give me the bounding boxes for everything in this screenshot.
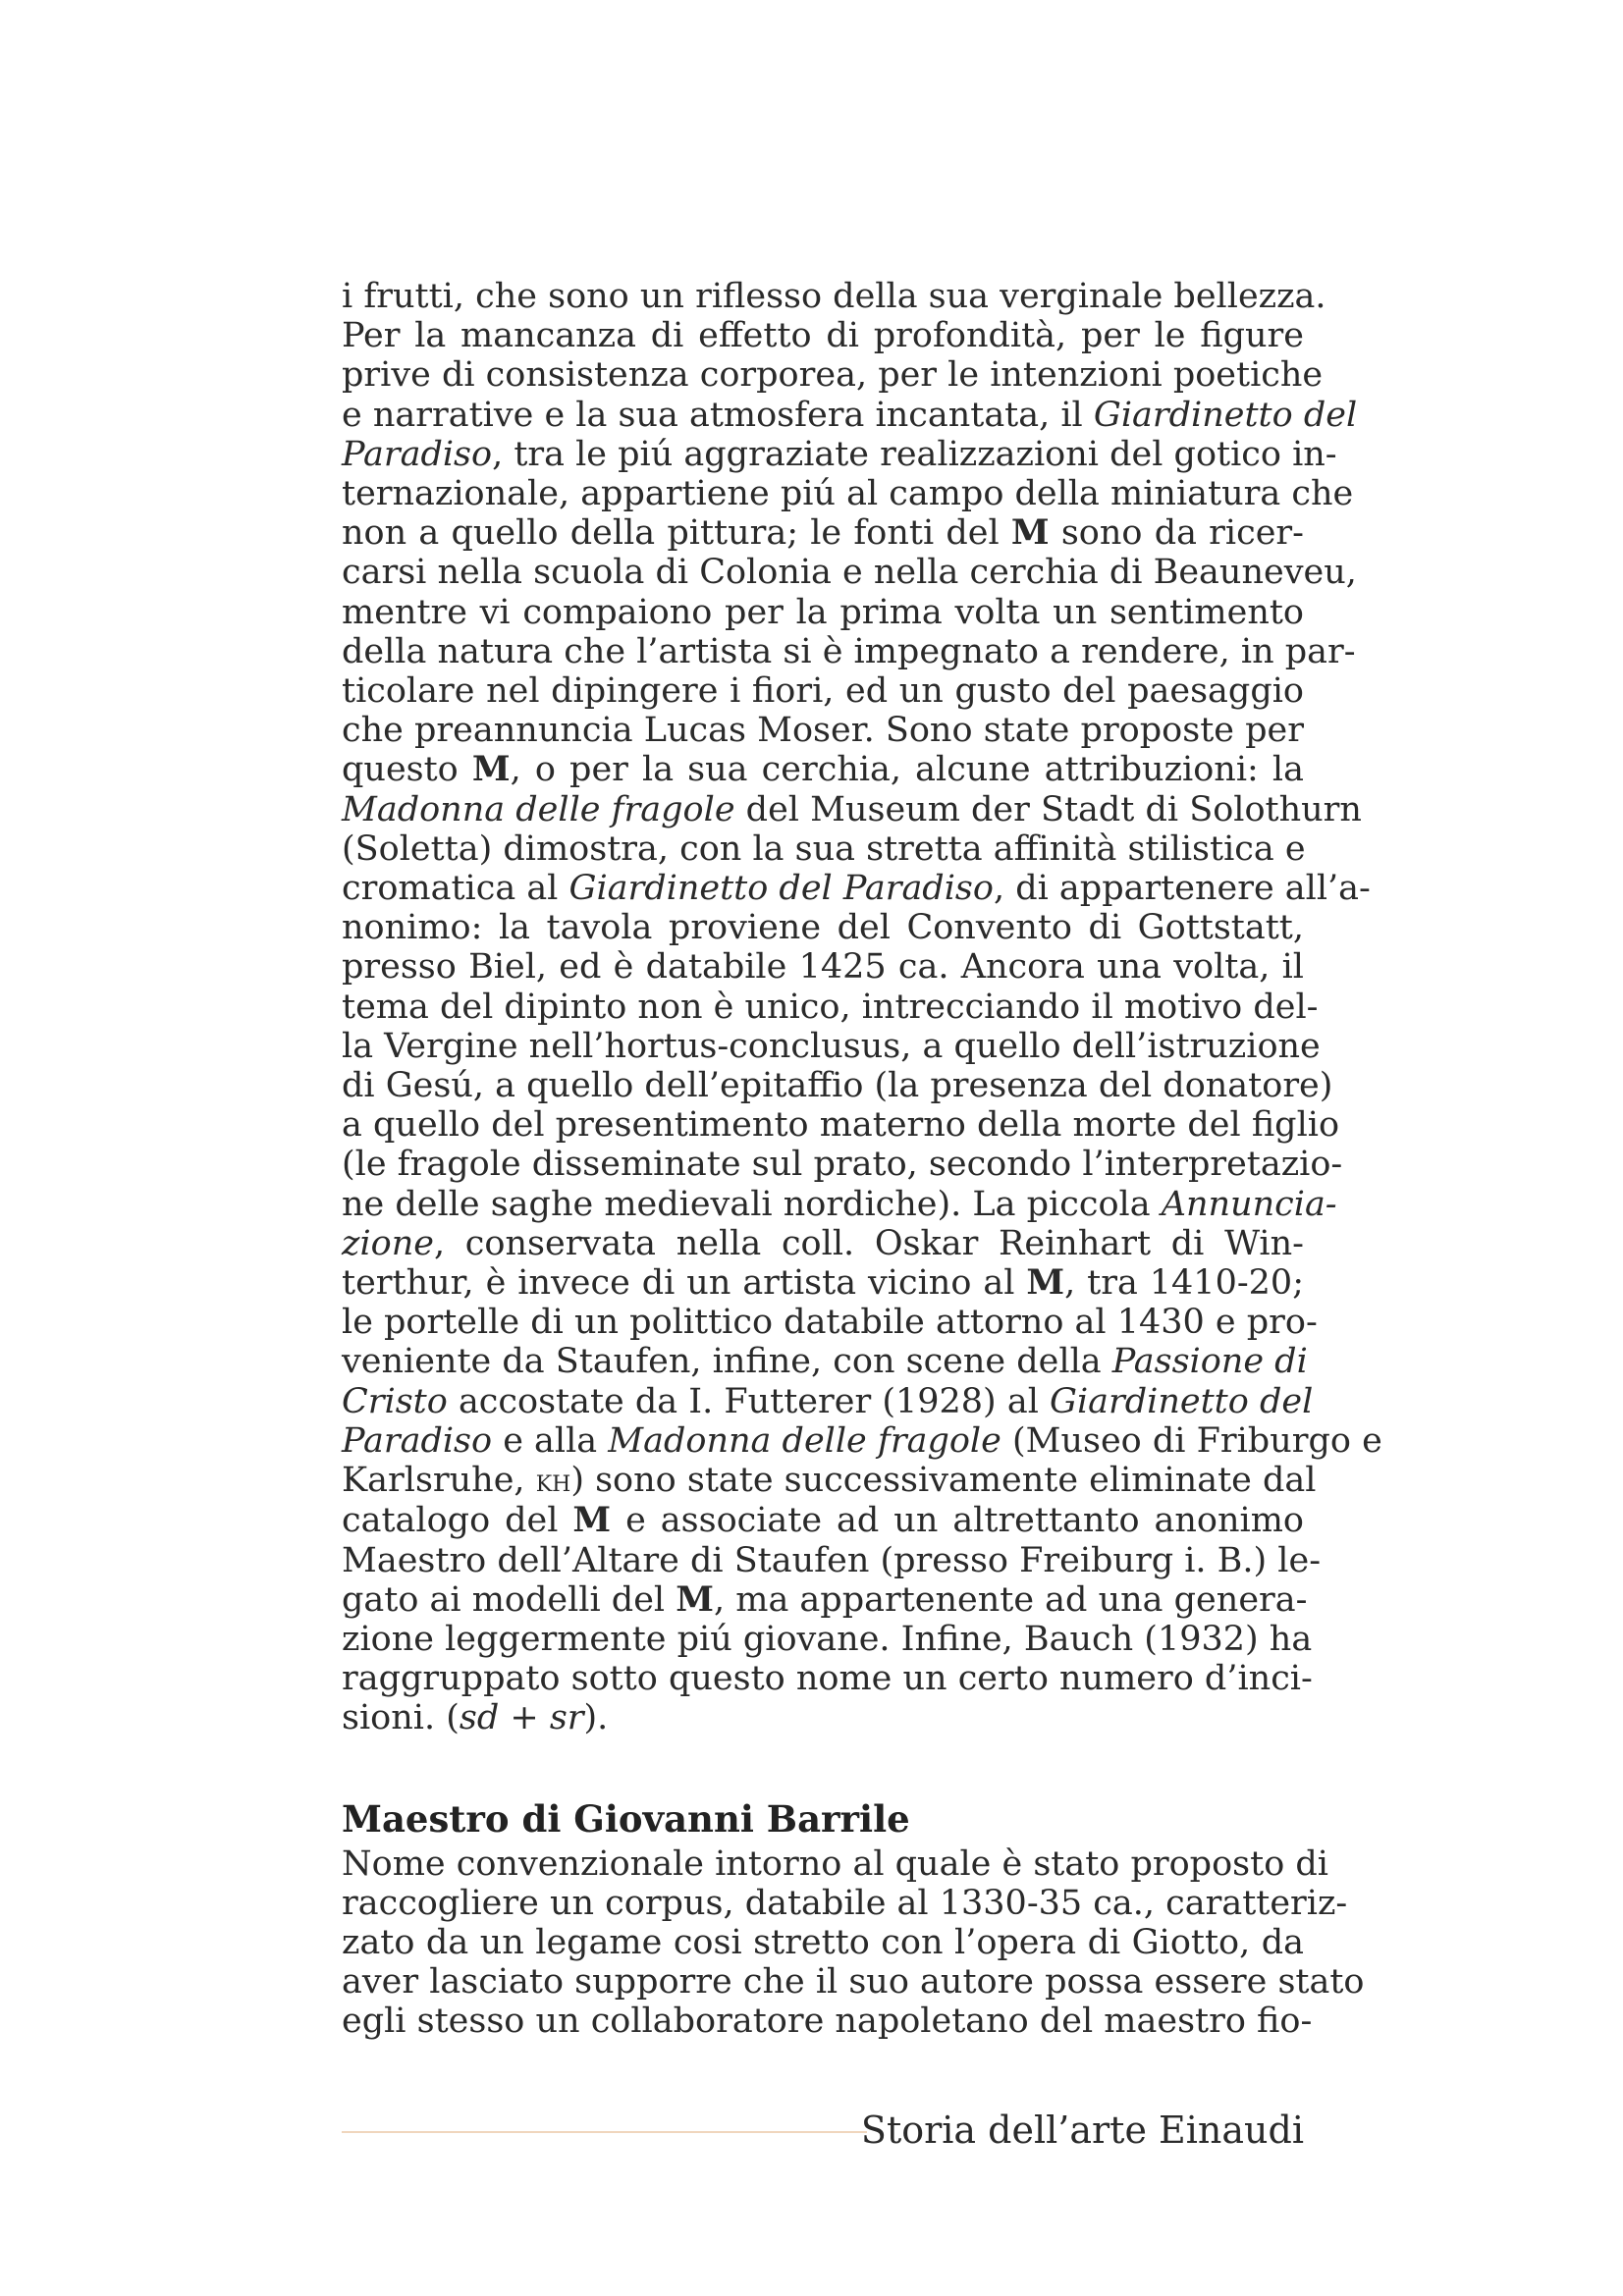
text-run: Per la mancanza di effetto di profondità, per le figure [342,316,1304,356]
text-run: ne delle saghe medievali nordiche). La piccola [342,1184,1162,1224]
text-line [342,1224,1304,1263]
text-run: catalogo del [342,1501,573,1541]
text-run: nonimo: la tavola proviene del Convento di Gottstatt, [342,908,1304,948]
text-run: di Gesú, a quello dell’epitaffio (la presenza del donatore) [342,1066,1333,1106]
text-run: i frutti, che sono un riflesso della sua verginale bellezza. [342,277,1326,316]
text-run: kh [535,1464,571,1500]
text-run: cromatica al [342,869,569,909]
text-line [342,750,1304,789]
text-line [342,1698,1304,1737]
text-run: ticolare nel dipingere i fiori, ed un gusto del paesaggio [342,671,1304,712]
text-run: tema del dipinto non è unico, intrecciando il motivo del- [342,987,1319,1027]
entry-paragraph [342,277,1382,1738]
text-line [342,671,1304,711]
text-line [342,1303,1318,1343]
text-run: Passione di [1111,1342,1308,1382]
text-run: ternazionale, appartiene piú al campo della miniatura che [342,474,1354,514]
text-line [342,355,1324,396]
text-line [342,987,1319,1027]
text-run: zato da un legame cosi stretto con l’opera di Giotto, da [342,1922,1304,1962]
text-run: , di appartenere all’a- [993,869,1371,909]
section-heading: Maestro di Giovanni Barrile [342,1796,910,1841]
text-line [342,1659,1313,1699]
text-run: a quello del presentimento materno della morte del figlio [342,1105,1340,1146]
text-run: Giardinetto del [1093,395,1358,435]
text-line [342,553,1357,593]
text-line [342,474,1354,514]
text-run: raccogliere un corpus, databile al 1330-35 ca., caratteriz- [342,1883,1348,1923]
text-line [342,789,1362,829]
text-run: Maestro dell’Altare di Staufen (presso Freiburg i. B.) le- [342,1540,1322,1580]
text-run: prive di consistenza corporea, per le intenzioni poetiche [342,355,1324,396]
text-line [342,908,1304,947]
text-run: presso Biel, ed è databile 1425 ca. Ancora una volta, il [342,947,1304,988]
text-run: M [1010,512,1050,554]
text-line [342,1105,1340,1146]
text-line [342,1184,1337,1224]
text-line [342,1066,1333,1106]
text-line [342,316,1304,355]
text-run: (Museo di Friburgo e [1001,1420,1382,1461]
text-run: Paradiso [342,434,493,474]
text-line [342,1962,1365,2002]
text-run: terthur, è invece di un artista vicino al [342,1263,1027,1304]
text-line [342,1843,1328,1884]
text-run: del Museum der Stadt di Solothurn [734,789,1362,829]
text-line [342,2002,1313,2042]
text-line [342,829,1304,869]
text-run: e alla [492,1420,609,1461]
text-line [342,1619,1313,1659]
text-run: sono da ricer- [1049,513,1304,554]
text-line [342,869,1371,909]
text-run: sioni. ( [342,1698,460,1738]
text-run: e associate ad un altrettanto anonimo [611,1501,1304,1541]
text-line [342,1026,1321,1066]
text-run: sd + sr [459,1698,584,1738]
text-line [342,947,1304,987]
text-line [342,1578,1308,1620]
text-line [342,1540,1322,1580]
text-run: accostate da I. Futterer (1928) al [447,1381,1051,1421]
text-run: , tra 1410-20; [1064,1263,1304,1304]
text-run: e narrative e la sua atmosfera incantata, il [342,395,1094,435]
text-line [342,1501,1304,1540]
text-run: egli stesso un collaboratore napoletano del maestro fio- [342,2002,1313,2042]
text-run: della natura che l’artista si è impegnato a rendere, in par- [342,631,1356,671]
text-run: zione [342,1223,434,1263]
text-run: veniente da Staufen, infine, con scene della [342,1342,1112,1382]
text-line [342,1883,1348,1923]
text-run: , tra le piú aggraziate realizzazioni del gotico in- [492,434,1337,474]
text-line [342,1461,1317,1501]
text-run: Cristo [342,1381,448,1421]
text-run: Nome convenzionale intorno al quale è stato proposto di [342,1843,1328,1884]
text-line [342,277,1326,316]
text-run: M [572,1500,612,1541]
text-run: (Soletta) dimostra, con la sua stretta affinità stilistica e [342,828,1306,869]
text-line [342,1263,1304,1303]
text-run: questo [342,750,472,790]
text-run: M [676,1578,714,1620]
text-run: le portelle di un polittico databile attorno al 1430 e pro- [342,1303,1318,1343]
text-run: Giardinetto del [1050,1381,1314,1421]
text-run: Madonna delle fragole [342,789,735,829]
page-content [342,277,1382,2042]
text-line [342,1420,1382,1461]
text-run: Paradiso [342,1420,493,1461]
text-run: ) sono state successivamente eliminate dal [570,1461,1317,1501]
footer-title: Storia dell’arte Einaudi [860,2109,1304,2152]
text-run: , conservata nella coll. Oskar Reinhart di Win- [433,1223,1304,1263]
text-line [342,631,1356,671]
text-run: Giardinetto del Paradiso [568,869,994,909]
text-line [342,1342,1308,1382]
page-footer [342,2106,1304,2155]
text-run: , o per la sua cerchia, alcune attribuzioni: la [510,750,1304,790]
section-paragraph [342,1843,1365,2042]
text-run: Madonna delle fragole [608,1420,1001,1461]
text-run: (le fragole disseminate sul prato, secondo l’interpretazio- [342,1145,1343,1185]
text-run: zione leggermente piú giovane. Infine, Bauch (1932) ha [342,1619,1313,1659]
text-line [342,1145,1343,1185]
text-run: aver lasciato supporre che il suo autore possa essere stato [342,1962,1365,2002]
text-run: ). [583,1698,609,1738]
text-run: gato ai modelli del [342,1579,676,1620]
text-line [342,395,1358,435]
text-run: che preannuncia Lucas Moser. Sono state proposte per [342,711,1304,751]
text-line [342,593,1304,632]
text-run: , ma appartenente ad una genera- [714,1579,1308,1620]
text-line [342,1923,1304,1962]
text-line [342,1381,1314,1421]
footer-rule [342,2131,867,2133]
text-run: Annuncia- [1161,1184,1337,1224]
text-run: carsi nella scuola di Colonia e nella cerchia di Beauneveu, [342,553,1357,593]
text-line [342,711,1304,750]
text-line [342,434,1337,474]
text-run: non a quello della pittura; le fonti del [342,513,1011,554]
text-run: la Vergine nell’hortus-conclusus, a quello dell’istruzione [342,1026,1321,1066]
text-run: Karlsruhe, [342,1461,536,1501]
text-run: M [1026,1262,1065,1304]
text-run: M [471,749,511,790]
text-run: mentre vi compaiono per la prima volta un sentimento [342,592,1304,632]
text-run: raggruppato sotto questo nome un certo numero d’inci- [342,1659,1313,1699]
text-line [342,513,1304,553]
